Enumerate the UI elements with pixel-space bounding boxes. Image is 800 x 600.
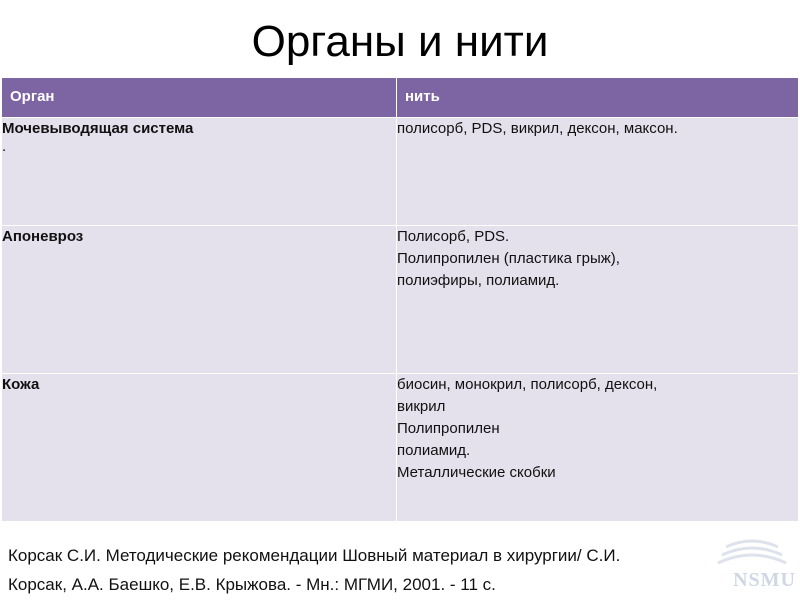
organ-name: Апоневроз xyxy=(2,228,84,245)
thread-cell xyxy=(397,374,799,522)
citation-line: Корсак, А.А. Баешко, Е.В. Крыжова. - Мн.: МГМИ, 2001. - 11 с. xyxy=(8,575,496,594)
header-organ: Орган xyxy=(2,78,397,118)
organ-name: Кожа xyxy=(2,376,40,393)
nsmu-logo-text: NSMU xyxy=(733,569,796,591)
organ-name: Мочевыводящая система xyxy=(2,120,194,137)
organ-cell xyxy=(2,118,397,226)
thread-line: полисорб, PDS, викрил, дексон, максон. xyxy=(397,120,678,137)
thread-line: Полисорб, PDS. xyxy=(397,228,510,245)
table-header-row xyxy=(2,78,799,118)
thread-line: полиамид. xyxy=(397,442,471,459)
reference-citation xyxy=(8,541,728,599)
organs-threads-table xyxy=(1,77,799,522)
thread-line: Полипропилен (пластика грыж), xyxy=(397,250,620,267)
table-row xyxy=(2,118,799,226)
header-thread: нить xyxy=(397,78,799,118)
thread-line: викрил xyxy=(397,398,446,415)
thread-cell xyxy=(397,226,799,374)
thread-line: биосин, монокрил, полисорб, дексон, xyxy=(397,376,658,393)
page-title: Органы и нити xyxy=(251,17,549,66)
thread-line: Полипропилен xyxy=(397,420,500,437)
thread-cell xyxy=(397,118,799,226)
table-row xyxy=(2,226,799,374)
organ-note: . xyxy=(2,138,7,155)
table-row xyxy=(2,374,799,522)
organ-cell xyxy=(2,226,397,374)
thread-line: полиэфиры, полиамид. xyxy=(397,272,560,289)
organ-cell xyxy=(2,374,397,522)
thread-line: Металлические скобки xyxy=(397,464,556,481)
citation-line: Корсак С.И. Методические рекомендации Шовный материал в хирургии/ С.И. xyxy=(8,546,621,565)
